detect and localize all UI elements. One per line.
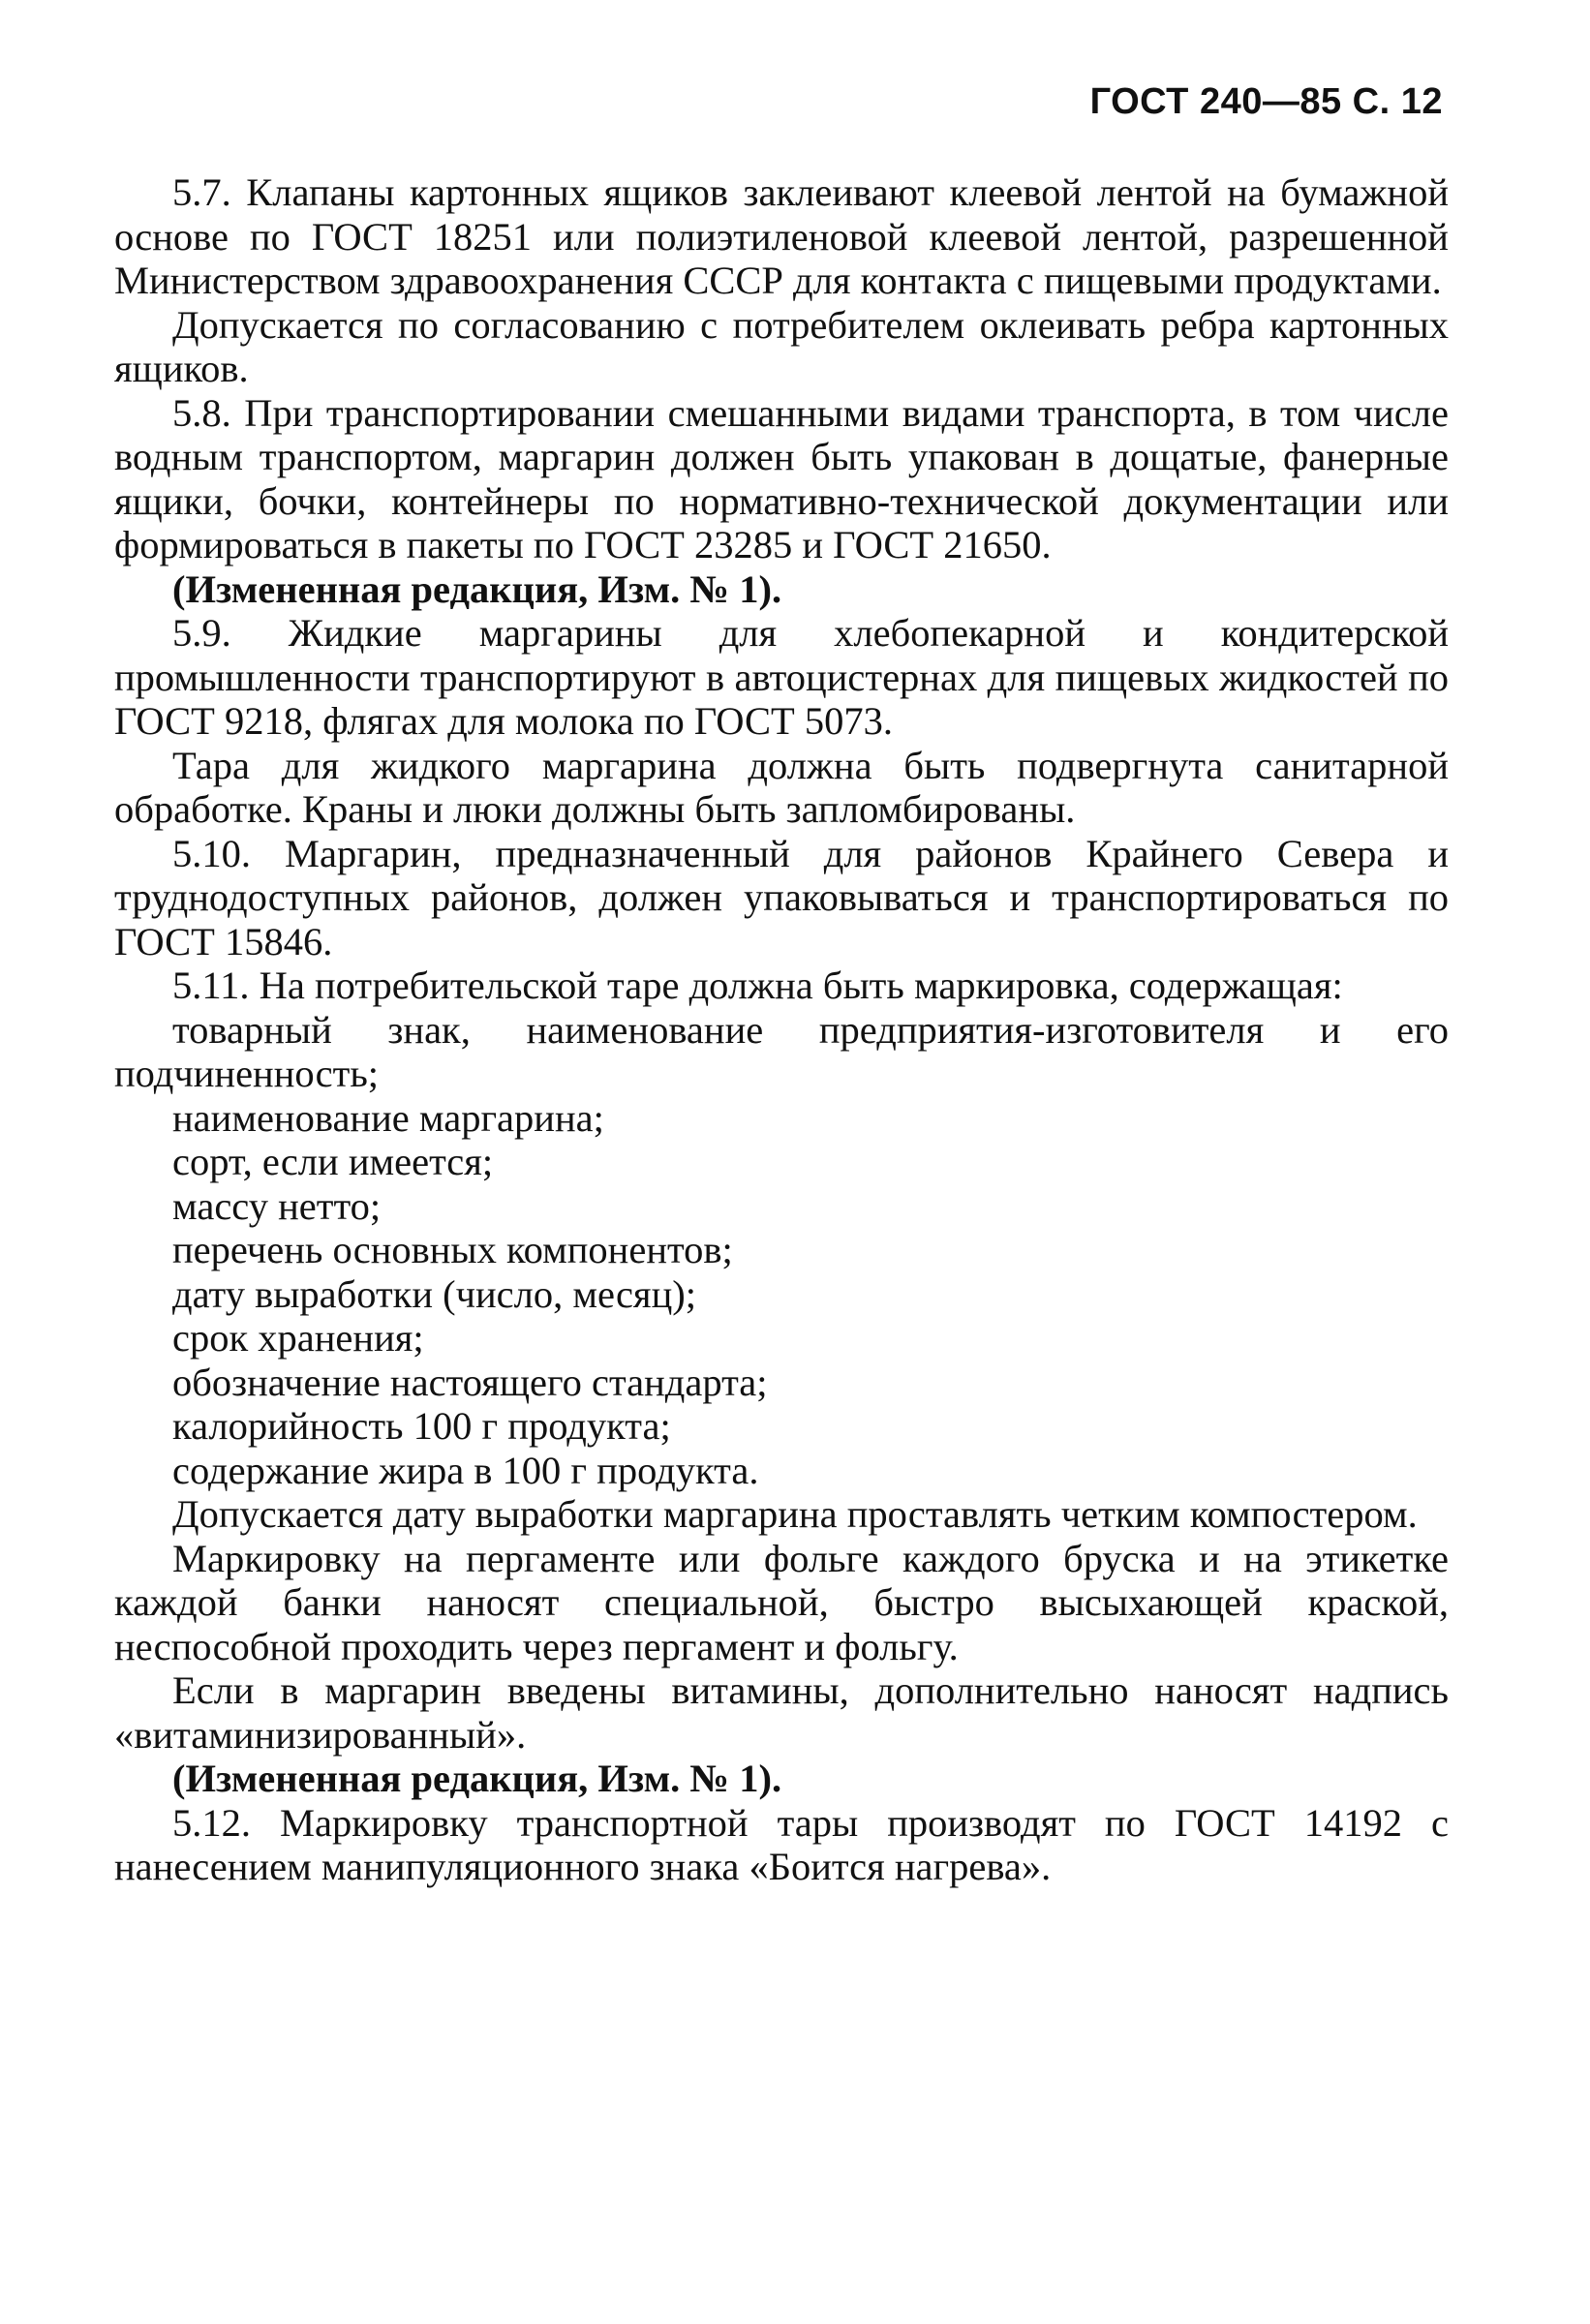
marking-item: дату выработки (число, месяц); (172, 1271, 696, 1316)
paragraph-5-7: 5.7. Клапаны картонных ящиков заклеивают клеевой лентой на бумажной основе по ГОСТ 18251 или полиэтиленовой клеевой лентой, разрешенной Министерством здравоохранения СССР для контакта с пищевыми продуктами. (114, 170, 1449, 302)
page-header: ГОСТ 240—85 С. 12 (1089, 81, 1443, 122)
marking-item: сорт, если имеется; (172, 1140, 494, 1183)
amendment-note: (Измененная редакция, Изм. № 1). (172, 566, 782, 611)
paragraph-5-12: 5.12. Маркировку транспортной тары производят по ГОСТ 14192 с нанесением манипуляционного знака «Боится нагрева». (114, 1800, 1449, 1888)
paragraph-5-9: 5.9. Жидкие маргарины для хлебопекарной и кондитерской промышленности транспортируют в автоцистернах для пищевых жидкостей по ГОСТ 9218, флягах для молока по ГОСТ 5073. (114, 611, 1449, 743)
marking-item: калорийность 100 г продукта; (172, 1404, 671, 1448)
marking-item: товарный знак, наименование предприятия-изготовителя и его подчиненность; (114, 1007, 1449, 1095)
paragraph-5-10: 5.10. Маргарин, предназначенный для районов Крайнего Севера и труднодоступных районов, должен упаковываться и транспортироваться по ГОСТ 15846. (114, 831, 1449, 963)
amendment-note: (Измененная редакция, Изм. № 1). (172, 1757, 782, 1800)
marking-item: массу нетто; (172, 1183, 382, 1228)
paragraph-5-7-note: Допускается по согласованию с потребителем оклеивать ребра картонных ящиков. (114, 302, 1449, 390)
paragraph-5-8: 5.8. При транспортировании смешанными видами транспорта, в том числе водным транспортом, маргарин должен быть упакован в дощатые, фанерные ящики, бочки, контейнеры по нормативно-технической документации или формироваться в пакеты по ГОСТ 23285 и ГОСТ 21650. (114, 390, 1449, 566)
marking-item: срок хранения; (172, 1316, 424, 1360)
document-body (114, 170, 1449, 1889)
paragraph-marking-ink: Маркировку на пергаменте или фольге каждого бруска и на этикетке каждой банки наносят специальной, быстро высыхающей краской, неспособной проходить через пергамент и фольгу. (114, 1536, 1449, 1668)
paragraph-5-9-note: Тара для жидкого маргарина должна быть подвергнута санитарной обработке. Краны и люки должны быть запломбированы. (114, 743, 1449, 831)
marking-item: наименование маргарина; (172, 1095, 604, 1140)
marking-item: обозначение настоящего стандарта; (172, 1360, 768, 1404)
paragraph-vitamins: Если в маргарин введены витамины, дополнительно наносят надпись «витаминизированный». (114, 1668, 1449, 1757)
marking-item: перечень основных компонентов; (172, 1228, 733, 1271)
paragraph-5-11: 5.11. На потребительской таре должна быть маркировка, содержащая: (172, 963, 1343, 1007)
paragraph-compostering: Допускается дату выработки маргарина проставлять четким компостером. (172, 1492, 1418, 1536)
marking-item: содержание жира в 100 г продукта. (172, 1448, 759, 1492)
